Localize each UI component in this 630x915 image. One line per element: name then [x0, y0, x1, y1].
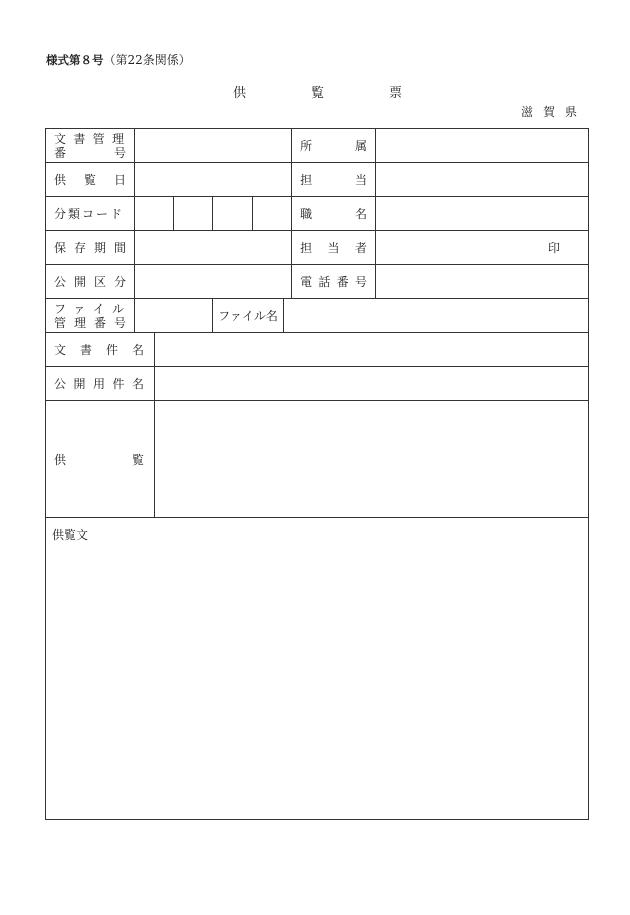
- job-title-field[interactable]: [376, 197, 589, 231]
- title-char-3: 票: [389, 86, 403, 101]
- file-name-field[interactable]: [284, 299, 589, 333]
- in-charge-label: 担 当: [292, 163, 376, 197]
- seal-mark: 印: [548, 241, 561, 255]
- inspection-form-table: [45, 128, 589, 820]
- inspection-label: 供 覧: [46, 401, 155, 518]
- prefecture-char-2: 賀: [543, 105, 556, 119]
- form-number: 様式第８号（第22条関係）: [46, 53, 191, 67]
- doc-mgmt-number-label: 文 書 管 理 番 号: [46, 129, 135, 163]
- prefecture-char-1: 滋: [521, 105, 534, 119]
- class-code-box-4[interactable]: [253, 197, 292, 231]
- file-mgmt-number-field[interactable]: [135, 299, 213, 333]
- file-name-label: ファイル名: [213, 299, 284, 333]
- person-in-charge-field[interactable]: [376, 231, 589, 265]
- person-in-charge-label: 担 当 者: [292, 231, 376, 265]
- class-code-box-1[interactable]: [135, 197, 174, 231]
- phone-number-field[interactable]: [376, 265, 589, 299]
- inspection-date-label: 供 覧 日: [46, 163, 135, 197]
- doc-mgmt-number-field[interactable]: [135, 129, 292, 163]
- phone-number-label: 電 話 番 号: [292, 265, 376, 299]
- retention-period-label: 保 存 期 間: [46, 231, 135, 265]
- class-code-box-3[interactable]: [213, 197, 253, 231]
- disclosure-class-label: 公 開 区 分: [46, 265, 135, 299]
- class-code-label: 分類コード: [46, 197, 135, 231]
- public-subject-label: 公 開 用 件 名: [46, 367, 155, 401]
- public-subject-field[interactable]: [155, 367, 589, 401]
- document-subject-label: 文 書 件 名: [46, 333, 155, 367]
- file-mgmt-number-label: フ ァ イ ル 管 理 番 号: [46, 299, 135, 333]
- title-char-2: 覧: [311, 86, 325, 101]
- inspection-date-field[interactable]: [135, 163, 292, 197]
- inspection-text-area[interactable]: [46, 518, 589, 820]
- affiliation-label: 所 属: [292, 129, 376, 163]
- retention-period-field[interactable]: [135, 231, 292, 265]
- affiliation-field[interactable]: [376, 129, 589, 163]
- class-code-box-2[interactable]: [174, 197, 213, 231]
- document-subject-field[interactable]: [155, 333, 589, 367]
- form-reference: （第22条関係）: [103, 53, 191, 67]
- job-title-label: 職 名: [292, 197, 376, 231]
- inspection-text-label: 供覧文: [52, 528, 89, 542]
- inspection-field[interactable]: [155, 401, 589, 518]
- title-char-1: 供: [233, 86, 247, 101]
- prefecture-char-3: 県: [565, 105, 578, 119]
- in-charge-field[interactable]: [376, 163, 589, 197]
- disclosure-class-field[interactable]: [135, 265, 292, 299]
